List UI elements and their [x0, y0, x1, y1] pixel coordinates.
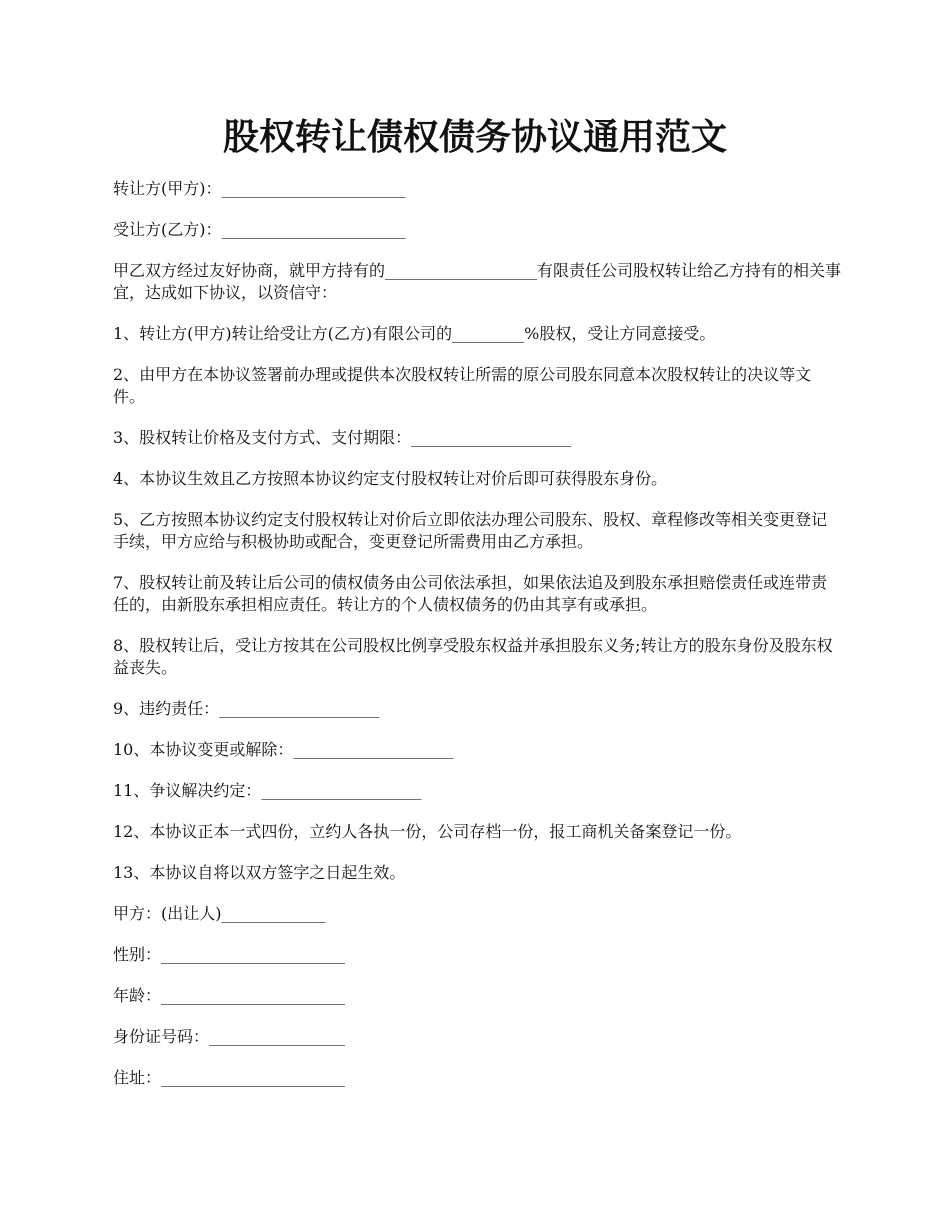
clause-8: 8、股权转让后，受让方按其在公司股权比例享受股东权益并承担股东义务;转让方的股东身份及股东权益丧失。	[113, 636, 833, 677]
clause-9: 9、违约责任：____________________	[113, 699, 380, 718]
clause-13: 13、本协议自将以双方签字之日起生效。	[113, 863, 406, 882]
address-line: 住址：_______________________	[113, 1068, 346, 1087]
clause-7: 7、股权转让前及转让后公司的债权债务由公司依法承担，如果依法追及到股东承担赔偿责任或连带责任的，由新股东承担相应责任。转让方的个人债权债务的仍由其享有或承担。	[113, 573, 828, 614]
clause-12: 12、本协议正本一式四份，立约人各执一份，公司存档一份，报工商机关备案登记一份。	[113, 822, 742, 841]
document-body	[113, 178, 843, 1108]
transferor-line: 转让方(甲方)：_______________________	[113, 179, 406, 198]
clause-1: 1、转让方(甲方)转让给受让方(乙方)有限公司的_________%股权，受让方同意接受。	[113, 324, 716, 343]
document-title: 股权转让债权债务协议通用范文	[222, 116, 727, 158]
clause-4: 4、本协议生效且乙方按照本协议约定支付股权转让对价后即可获得股东身份。	[113, 469, 668, 488]
clause-10: 10、本协议变更或解除：____________________	[113, 740, 454, 759]
gender-line: 性别：_______________________	[113, 945, 346, 964]
clause-11: 11、争议解决约定：____________________	[113, 781, 422, 800]
preamble-paragraph: 甲乙双方经过友好协商，就甲方持有的___________________有限责任公司股权转让给乙方持有的相关事宜，达成如下协议，以资信守：	[113, 261, 842, 302]
transferee-line: 受让方(乙方)：_______________________	[113, 220, 406, 239]
clause-3: 3、股权转让价格及支付方式、支付期限：____________________	[113, 428, 572, 447]
age-line: 年龄：_______________________	[113, 986, 346, 1005]
clause-5: 5、乙方按照本协议约定支付股权转让对价后立即依法办理公司股东、股权、章程修改等相关变更登记手续，甲方应给与积极协助或配合，变更登记所需费用由乙方承担。	[113, 510, 828, 551]
id-number-line: 身份证号码：_________________	[113, 1027, 346, 1046]
clause-2: 2、由甲方在本协议签署前办理或提供本次股权转让所需的原公司股东同意本次股权转让的决议等文件。	[113, 365, 812, 406]
party-a-signature-line: 甲方：(出让人)_____________	[113, 904, 326, 923]
